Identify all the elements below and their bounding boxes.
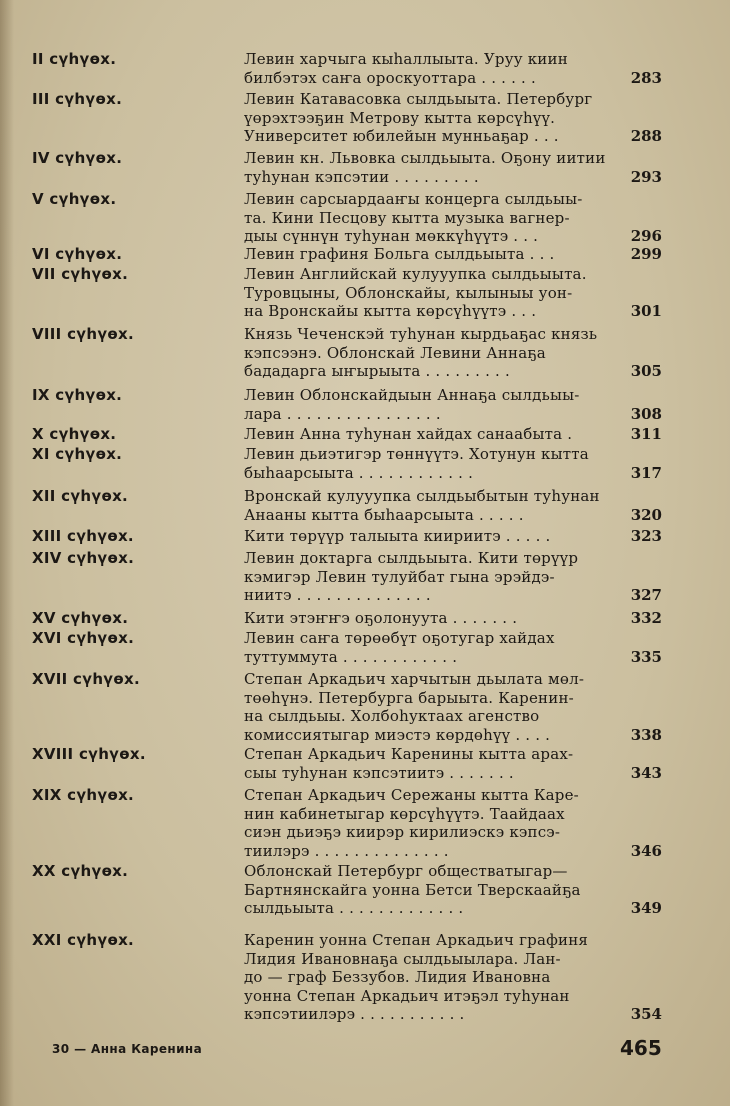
chapter-page-number: 327 [630, 586, 662, 604]
description-line: Облонскай Петербург обществатыгар— [244, 862, 568, 880]
chapter-description [244, 745, 616, 782]
description-line: Князь Чеченскэй туһунан кырдьаҕас князь [244, 325, 598, 343]
description-line: лара . . . . . . . . . . . . . . . . [244, 404, 441, 423]
chapter-page-number: 343 [630, 763, 662, 782]
description-line: туһунан кэпсэтии . . . . . . . . . [244, 167, 479, 186]
description-line: быһаарсыыта . . . . . . . . . . . . [244, 463, 474, 482]
chapter-description [244, 265, 616, 321]
description-line: дыы сүннүн туһунан мөккүһүүтэ . . . [244, 227, 539, 245]
description-line: ниитэ . . . . . . . . . . . . . . [244, 586, 431, 604]
description-line: тиилэрэ . . . . . . . . . . . . . . [244, 841, 449, 860]
chapter-description [244, 425, 616, 444]
description-line: кэпсэтиилэрэ . . . . . . . . . . . [244, 1005, 465, 1023]
chapter-label: III сүһүөх. [32, 90, 123, 108]
chapter-description [244, 670, 616, 744]
description-line: Университет юбилейын мунньаҕар . . . [244, 127, 559, 145]
chapter-label: XI сүһүөх. [32, 445, 123, 463]
chapter-label: VII сүһүөх. [32, 265, 129, 283]
description-line: Левин дьиэтигэр төннүүтэ. Хотунун кытта [244, 445, 589, 463]
chapter-description [244, 527, 616, 546]
description-line: до — граф Беззубов. Лидия Ивановна [244, 968, 551, 986]
chapter-label: XVIII сүһүөх. [32, 745, 146, 763]
description-line: үөрэхтээҕин Метрову кытта көрсүһүү. [244, 108, 556, 127]
chapter-page-number: 296 [630, 227, 662, 245]
description-line: на Вронскайы кытта көрсүһүүтэ . . . [244, 302, 537, 320]
chapter-label: XIII сүһүөх. [32, 527, 134, 545]
chapter-label: VI сүһүөх. [32, 245, 123, 263]
chapter-page-number: 349 [630, 899, 662, 917]
description-line: Туровцыны, Облонскайы, кылыныы уон- [244, 283, 573, 302]
description-line: кэпсээнэ. Облонскай Левини Аннаҕа [244, 343, 546, 362]
chapter-page-number: 346 [630, 841, 662, 860]
description-line: Левин доктарга сылдьыыта. Кити төрүүр [244, 549, 579, 567]
chapter-label: XIX сүһүөх. [32, 786, 135, 804]
chapter-description [244, 386, 616, 423]
description-line: Кити этэҥҥэ оҕолонуута . . . . . . . [244, 609, 518, 627]
description-line: Степан Аркадьич харчытын дьылата мөл- [244, 670, 585, 688]
chapter-page-number: 354 [630, 1005, 662, 1023]
description-line: Анааны кытта быһаарсыыта . . . . . [244, 505, 524, 524]
chapter-page-number: 335 [630, 647, 662, 666]
description-line: Вронскай кулууупка сылдьыбытын туһунан [244, 487, 600, 505]
chapter-page-number: 320 [630, 505, 662, 524]
chapter-label: II сүһүөх. [32, 50, 117, 68]
chapter-description [244, 786, 616, 860]
description-line: Левин Английскай кулууупка сылдьыыта. [244, 265, 587, 283]
description-line: төөһүнэ. Петербурга барыыта. Каренин- [244, 688, 574, 707]
description-line: Левин Облонскайдыын Аннаҕа сылдьыы- [244, 386, 580, 404]
chapter-description [244, 931, 616, 1024]
description-line: нин кабинетыгар көрсүһүүтэ. Таайдаах [244, 804, 565, 823]
chapter-page-number: 301 [630, 302, 662, 320]
description-line: Левин Катавасовка сылдьыыта. Петербург [244, 90, 593, 108]
chapter-description [244, 445, 616, 482]
page-number: 465 [620, 1036, 662, 1060]
description-line: Бартнянскайга уонна Бетси Тверскаайҕа [244, 880, 581, 899]
description-line: Левин кн. Львовка сылдьыыта. Оҕону иитии [244, 149, 606, 167]
footer-signature: 30 — Анна Каренина [52, 1042, 203, 1056]
description-line: Левин сарсыардааҥы концерга сылдьыы- [244, 190, 583, 208]
chapter-page-number: 299 [630, 245, 662, 263]
description-line: Каренин уонна Степан Аркадьич графиня [244, 931, 589, 949]
description-line: уонна Степан Аркадьич итэҕэл туһунан [244, 986, 570, 1005]
chapter-label: XVI сүһүөх. [32, 629, 135, 647]
description-line: Левин харчыга кыһаллыыта. Уруу киин [244, 50, 568, 68]
chapter-description [244, 609, 616, 628]
description-line: билбэтэх саҥа ороскуоттара . . . . . . [244, 68, 536, 87]
chapter-page-number: 323 [630, 527, 662, 545]
chapter-page-number: 293 [630, 167, 662, 186]
chapter-label: XVII сүһүөх. [32, 670, 140, 688]
chapter-page-number: 308 [630, 404, 662, 423]
description-line: Лидия Ивановнаҕа сылдьыылара. Лан- [244, 949, 561, 968]
chapter-description [244, 862, 616, 918]
chapter-description [244, 149, 616, 186]
chapter-label: XX сүһүөх. [32, 862, 129, 880]
description-line: та. Кини Песцову кытта музыка вагнер- [244, 208, 570, 227]
chapter-description [244, 245, 616, 264]
chapter-description [244, 90, 616, 146]
chapter-description [244, 549, 616, 605]
chapter-page-number: 338 [630, 725, 662, 744]
chapter-page-number: 311 [630, 425, 662, 443]
description-line: сылдьыыта . . . . . . . . . . . . . [244, 899, 464, 917]
chapter-description [244, 190, 616, 246]
chapter-label: IV сүһүөх. [32, 149, 123, 167]
description-line: туттуммута . . . . . . . . . . . . [244, 647, 458, 666]
description-line: на сылдьыы. Холбоһуктаах агенство [244, 707, 540, 725]
chapter-label: XV сүһүөх. [32, 609, 129, 627]
chapter-label: VIII сүһүөх. [32, 325, 134, 343]
description-line: кэмигэр Левин тулуйбат гына эрэйдэ- [244, 567, 555, 586]
chapter-label: X сүһүөх. [32, 425, 117, 443]
chapter-page-number: 288 [630, 127, 662, 145]
description-line: бададарга ыҥырыыта . . . . . . . . . [244, 362, 510, 380]
description-line: Левин саҥа төрөөбүт оҕотугар хайдах [244, 629, 555, 647]
description-line: Левин графиня Больга сылдьыыта . . . [244, 245, 555, 263]
description-line: Кити төрүүр талыыта киириитэ . . . . . [244, 527, 551, 545]
chapter-description [244, 487, 616, 524]
chapter-description [244, 629, 616, 666]
description-line: Степан Аркадьич Сережаны кытта Каре- [244, 786, 579, 804]
chapter-label: XXI сүһүөх. [32, 931, 135, 949]
description-line: комиссиятыгар миэстэ көрдөһүү . . . . [244, 725, 551, 744]
chapter-page-number: 317 [630, 463, 662, 482]
chapter-page-number: 283 [630, 68, 662, 87]
description-line: сиэн дьиэҕэ киирэр кирилиэскэ кэпсэ- [244, 823, 561, 841]
chapter-label: IX сүһүөх. [32, 386, 123, 404]
chapter-page-number: 305 [630, 362, 662, 380]
chapter-page-number: 332 [630, 609, 662, 627]
chapter-label: XIV сүһүөх. [32, 549, 135, 567]
chapter-description [244, 325, 616, 381]
chapter-description [244, 50, 616, 87]
description-line: сыы туһунан кэпсэтиитэ . . . . . . . [244, 763, 514, 782]
chapter-label: XII сүһүөх. [32, 487, 129, 505]
chapter-label: V сүһүөх. [32, 190, 117, 208]
description-line: Левин Анна туһунан хайдах санаабыта . [244, 425, 573, 443]
description-line: Степан Аркадьич Каренины кытта арах- [244, 745, 574, 763]
binding-shadow [0, 0, 14, 1106]
